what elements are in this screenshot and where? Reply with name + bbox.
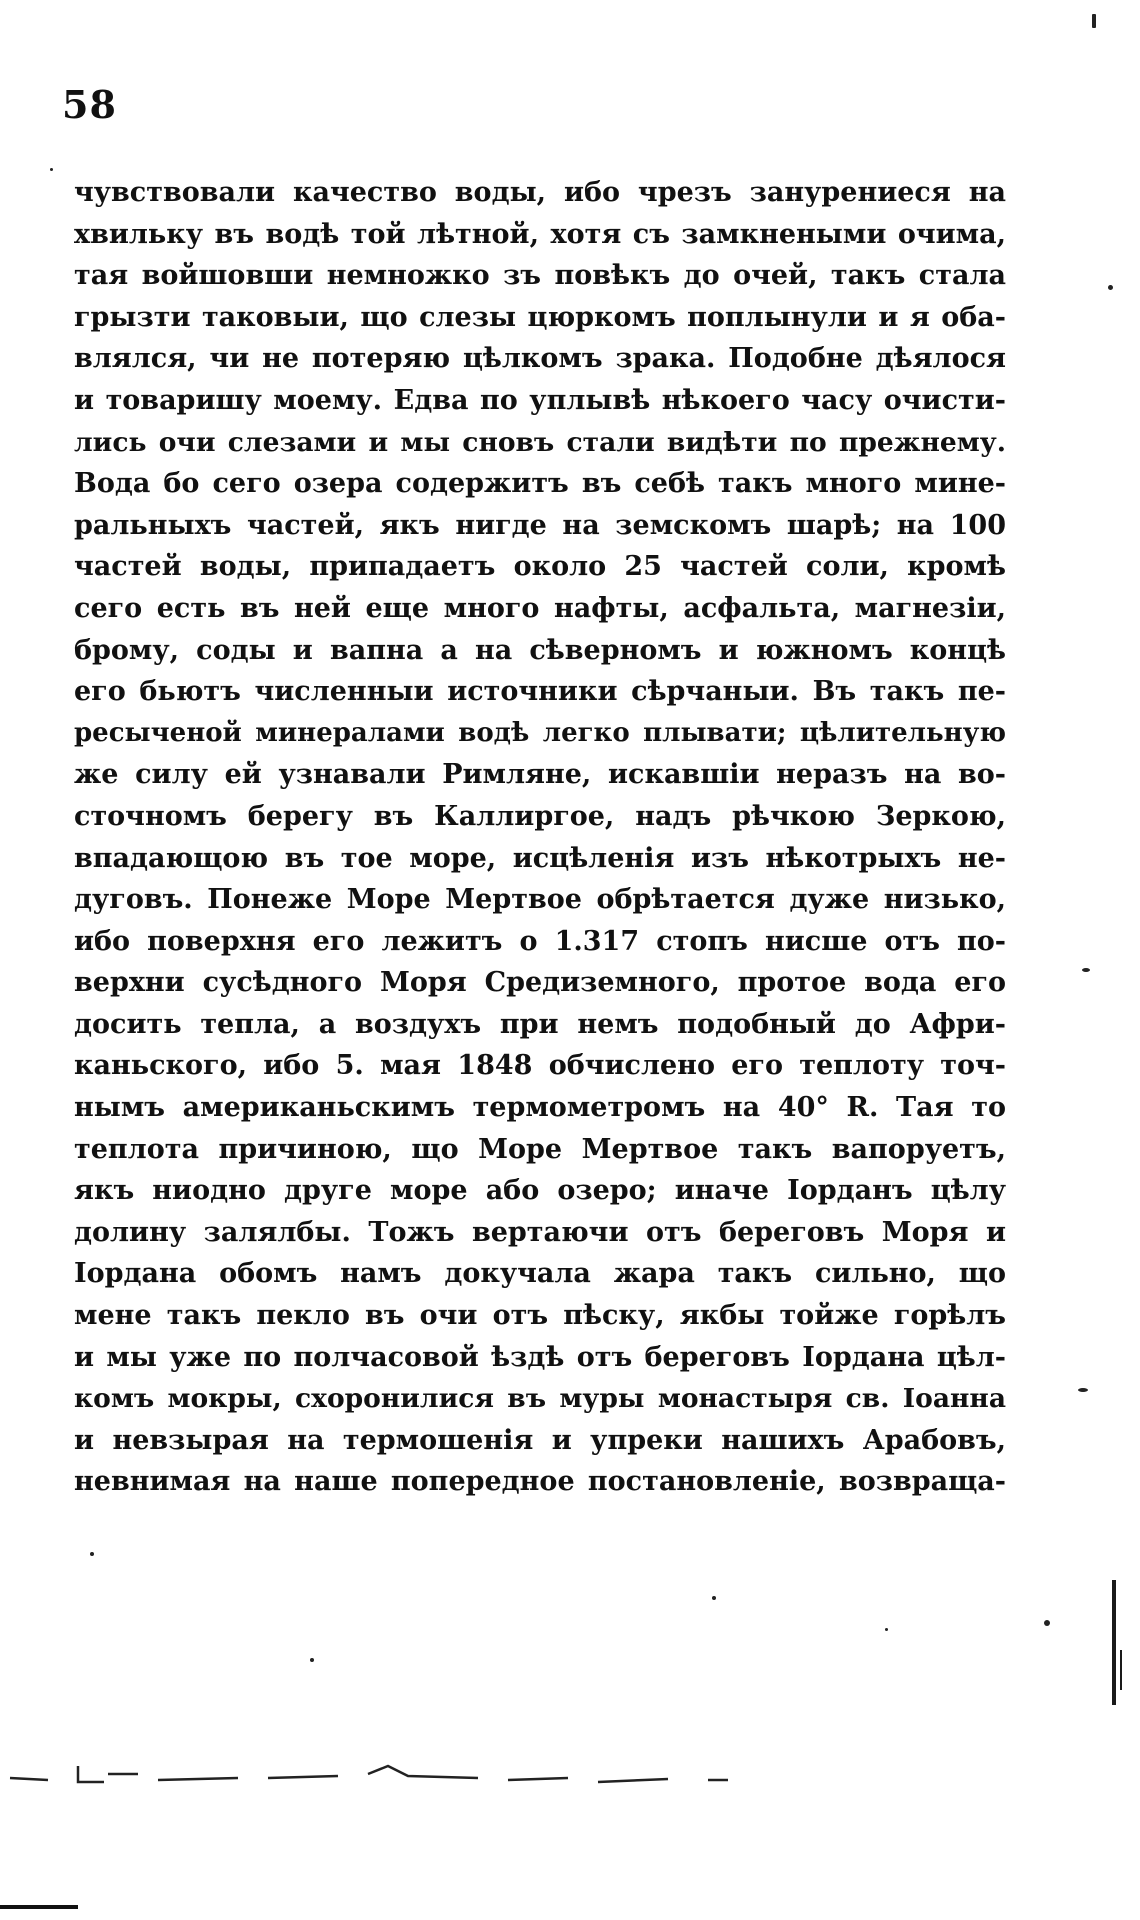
text-line: Іордана обомъ намъ докучала жара такъ сильно, що — [74, 1258, 1006, 1290]
text-line: частей воды, припадаетъ около 25 частей соли, кромѣ — [74, 551, 1006, 583]
scan-speck — [1078, 1388, 1088, 1392]
text-line: брому, соды и вапна а на сѣверномъ и южномъ концѣ — [74, 634, 1006, 666]
text-line: тая войшовши немножко зъ повѣкъ до очей, такъ стала — [74, 260, 1006, 292]
text-line: и мы уже по полчасовой ѣздѣ отъ береговъ Іордана цѣл- — [74, 1341, 1006, 1373]
text-line: якъ ниодно друге море або озеро; иначе Іорданъ цѣлу — [74, 1175, 1006, 1207]
text-line: Вода бо сего озера содержитъ въ себѣ такъ много мине- — [74, 468, 1006, 500]
scan-speck — [1044, 1620, 1050, 1626]
text-line: лись очи слезами и мы сновъ стали видѣти по прежнему. — [74, 426, 1006, 458]
text-line: ресыченой минералами водѣ легко плывати; цѣлительную — [74, 717, 1006, 748]
scan-speck — [1082, 968, 1090, 972]
scan-edge-mark — [1112, 1580, 1116, 1705]
page-number: 58 — [62, 82, 117, 127]
text-line: сего есть въ ней еще много нафты, асфальта, магнезіи, — [74, 592, 1006, 624]
text-line: ибо поверхня его лежитъ о 1.317 стопъ нисше отъ по- — [74, 925, 1006, 957]
text-line: ральныхъ частей, якъ нигде на земскомъ шарѣ; на 100 — [74, 509, 1006, 541]
text-line: и невзырая на термошенія и упреки нашихъ Арабовъ, — [74, 1424, 1006, 1456]
text-line: комъ мокры, схоронилися въ муры монастыря св. Іоанна — [74, 1383, 1006, 1415]
text-line: невнимая на наше попередное постановленіе, возвраща- — [74, 1466, 1006, 1498]
scan-edge-mark — [1120, 1650, 1122, 1690]
text-line: теплота причиною, що Море Мертвое такъ вапоруетъ, — [74, 1133, 1006, 1165]
scan-speck — [310, 1658, 314, 1662]
scan-speck — [885, 1628, 888, 1631]
scan-speck — [90, 1552, 94, 1556]
scan-speck — [1092, 14, 1096, 28]
scan-speck — [50, 168, 53, 171]
text-line: верхни сусѣдного Моря Средиземного, протое вода его — [74, 967, 1006, 999]
text-line: досить тепла, а воздухъ при немъ подобный до Афри- — [74, 1008, 1006, 1040]
scan-noise-strokes — [8, 1758, 998, 1788]
text-line: мене такъ пекло въ очи отъ пѣску, якбы тойже горѣлъ — [74, 1300, 1006, 1332]
text-line: и товаришу моему. Едва по уплывѣ нѣкоего часу очисти- — [74, 384, 1006, 416]
text-line: нымъ американьскимъ термометромъ на 40° R. Тая то — [74, 1092, 1006, 1124]
scan-bottom-mark — [0, 1905, 78, 1909]
text-line: чувствовали качество воды, ибо чрезъ занурениеся на — [74, 177, 1006, 208]
text-line: хвильку въ водѣ той лѣтной, хотя съ замкнеными очима, — [74, 218, 1006, 250]
text-line: впадающою въ тое море, исцѣленія изъ нѣкотрыхъ не- — [74, 842, 1006, 874]
scan-speck — [1108, 285, 1113, 290]
scan-speck — [712, 1596, 716, 1600]
text-line: влялся, чи не потеряю цѣлкомъ зрака. Подобне дѣялося — [74, 343, 1006, 375]
body-text — [74, 172, 1006, 1503]
text-line: его бьютъ численныи источники сѣрчаныи. Въ такъ пе- — [74, 676, 1006, 708]
text-line: каньского, ибо 5. мая 1848 обчислено его теплоту точ- — [74, 1050, 1006, 1082]
text-line: дуговъ. Понеже Море Мертвое обрѣтается дуже низько, — [74, 884, 1006, 916]
text-line: сточномъ берегу въ Каллиргое, надъ рѣчкою Зеркою, — [74, 800, 1006, 832]
text-line: же силу ей узнавали Римляне, искавшіи неразъ на во- — [74, 759, 1006, 791]
text-line: грызти таковыи, що слезы цюркомъ поплынули и я оба- — [74, 301, 1006, 333]
text-line: долину залялбы. Тожъ вертаючи отъ береговъ Моря и — [74, 1216, 1006, 1248]
